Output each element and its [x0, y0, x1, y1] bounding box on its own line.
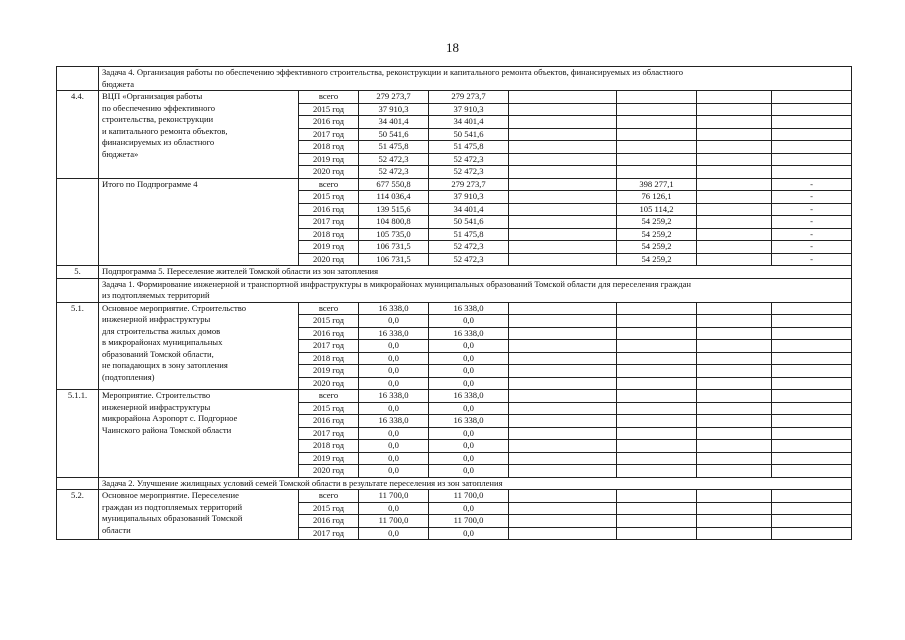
amount-cell [617, 490, 697, 503]
row-number [57, 477, 99, 490]
amount-cell [697, 153, 772, 166]
amount-cell: 50 541,6 [359, 128, 429, 141]
period-cell: 2020 год [299, 377, 359, 390]
amount-cell: 105 114,2 [617, 203, 697, 216]
amount-cell: - [772, 203, 852, 216]
amount-cell: 51 475,8 [429, 228, 509, 241]
amount-cell: - [772, 241, 852, 254]
amount-cell: 34 401,4 [429, 203, 509, 216]
amount-cell [509, 415, 617, 428]
amount-cell: 0,0 [359, 352, 429, 365]
budget-table [56, 66, 852, 540]
amount-cell [617, 128, 697, 141]
amount-cell: 0,0 [429, 377, 509, 390]
period-cell: 2015 год [299, 103, 359, 116]
table-row [57, 178, 852, 191]
amount-cell: 0,0 [429, 502, 509, 515]
period-cell: всего [299, 178, 359, 191]
amount-cell [772, 128, 852, 141]
amount-cell [772, 515, 852, 528]
amount-cell [697, 228, 772, 241]
row-number: 4.4. [57, 91, 99, 179]
period-cell: 2016 год [299, 203, 359, 216]
amount-cell [697, 465, 772, 478]
amount-cell [697, 452, 772, 465]
amount-cell [772, 302, 852, 315]
amount-cell: 0,0 [359, 427, 429, 440]
amount-cell [617, 390, 697, 403]
amount-cell: 0,0 [359, 527, 429, 540]
period-cell: 2018 год [299, 352, 359, 365]
amount-cell [697, 327, 772, 340]
amount-cell [772, 116, 852, 129]
amount-cell [617, 103, 697, 116]
amount-cell [697, 352, 772, 365]
amount-cell [697, 241, 772, 254]
amount-cell [617, 465, 697, 478]
row-number: 5. [57, 266, 99, 279]
amount-cell [509, 365, 617, 378]
amount-cell [617, 166, 697, 179]
amount-cell: 50 541,6 [429, 216, 509, 229]
period-cell: 2015 год [299, 315, 359, 328]
amount-cell [697, 141, 772, 154]
amount-cell [617, 340, 697, 353]
amount-cell: 114 036,4 [359, 191, 429, 204]
amount-cell [509, 502, 617, 515]
amount-cell: 52 472,3 [359, 153, 429, 166]
amount-cell [509, 377, 617, 390]
amount-cell: 279 273,7 [359, 91, 429, 104]
amount-cell [697, 253, 772, 266]
amount-cell [617, 377, 697, 390]
amount-cell [772, 340, 852, 353]
section-row [57, 67, 852, 91]
row-number [57, 67, 99, 91]
amount-cell: 52 472,3 [429, 253, 509, 266]
measure-description: Мероприятие. Строительство инженерной инфраструктуры микрорайона Аэропорт с. Подгорное Чаинского района Томской области [99, 390, 299, 478]
amount-cell: 16 338,0 [429, 327, 509, 340]
period-cell: 2018 год [299, 228, 359, 241]
amount-cell: 51 475,8 [359, 141, 429, 154]
section-heading: Подпрограмма 5. Переселение жителей Томской области из зон затопления [99, 266, 852, 279]
amount-cell [509, 440, 617, 453]
amount-cell [697, 527, 772, 540]
amount-cell: 16 338,0 [359, 327, 429, 340]
amount-cell [772, 91, 852, 104]
row-number: 5.1. [57, 302, 99, 390]
amount-cell: 76 126,1 [617, 191, 697, 204]
amount-cell [617, 502, 697, 515]
amount-cell [617, 302, 697, 315]
amount-cell [509, 103, 617, 116]
period-cell: 2019 год [299, 452, 359, 465]
amount-cell [772, 377, 852, 390]
amount-cell [697, 365, 772, 378]
section-row [57, 278, 852, 302]
amount-cell [697, 91, 772, 104]
amount-cell: 0,0 [429, 365, 509, 378]
amount-cell [697, 103, 772, 116]
period-cell: 2017 год [299, 128, 359, 141]
row-number [57, 278, 99, 302]
amount-cell [509, 390, 617, 403]
page-number: 18 [446, 40, 459, 55]
amount-cell [697, 427, 772, 440]
row-number [57, 178, 99, 266]
amount-cell: 0,0 [429, 527, 509, 540]
amount-cell: 104 800,8 [359, 216, 429, 229]
amount-cell: 279 273,7 [429, 178, 509, 191]
measure-description: Основное мероприятие. Строительство инженерной инфраструктуры для строительства жилых домов в микрорайонах муниципальных образований Томской области, не попадающих в зону затопления (подтопления) [99, 302, 299, 390]
amount-cell: 105 735,0 [359, 228, 429, 241]
amount-cell [697, 203, 772, 216]
amount-cell: 0,0 [429, 340, 509, 353]
amount-cell [509, 427, 617, 440]
amount-cell [617, 365, 697, 378]
amount-cell [617, 327, 697, 340]
section-heading: Задача 2. Улучшение жилищных условий семей Томской области в результате переселения из зон затопления [99, 477, 852, 490]
section-heading: Задача 1. Формирование инженерной и транспортной инфраструктуры в микрорайонах муниципальных образований Томской области для переселения граждан из подтопляемых территорий [99, 278, 852, 302]
amount-cell: 11 700,0 [429, 515, 509, 528]
amount-cell: 106 731,5 [359, 253, 429, 266]
amount-cell [697, 515, 772, 528]
amount-cell: 0,0 [429, 402, 509, 415]
amount-cell: 0,0 [429, 452, 509, 465]
period-cell: всего [299, 91, 359, 104]
amount-cell [509, 302, 617, 315]
amount-cell [697, 315, 772, 328]
amount-cell [772, 390, 852, 403]
amount-cell: 0,0 [429, 427, 509, 440]
amount-cell: 52 472,3 [429, 166, 509, 179]
amount-cell: 106 731,5 [359, 241, 429, 254]
amount-cell [772, 427, 852, 440]
amount-cell: 16 338,0 [429, 302, 509, 315]
amount-cell [697, 490, 772, 503]
amount-cell [697, 340, 772, 353]
amount-cell: 398 277,1 [617, 178, 697, 191]
amount-cell [617, 402, 697, 415]
amount-cell [509, 216, 617, 229]
amount-cell [617, 452, 697, 465]
period-cell: 2016 год [299, 327, 359, 340]
amount-cell: 16 338,0 [359, 415, 429, 428]
period-cell: 2019 год [299, 241, 359, 254]
amount-cell [509, 490, 617, 503]
amount-cell [697, 502, 772, 515]
amount-cell [509, 515, 617, 528]
amount-cell [617, 141, 697, 154]
period-cell: 2015 год [299, 191, 359, 204]
amount-cell [509, 352, 617, 365]
amount-cell [772, 452, 852, 465]
amount-cell: 0,0 [359, 315, 429, 328]
amount-cell: 0,0 [359, 452, 429, 465]
amount-cell [772, 103, 852, 116]
amount-cell [772, 402, 852, 415]
amount-cell [509, 527, 617, 540]
amount-cell: 52 472,3 [429, 241, 509, 254]
amount-cell [697, 440, 772, 453]
amount-cell [617, 427, 697, 440]
amount-cell [509, 203, 617, 216]
amount-cell [772, 490, 852, 503]
amount-cell [509, 452, 617, 465]
period-cell: 2015 год [299, 502, 359, 515]
amount-cell [697, 302, 772, 315]
amount-cell: 54 259,2 [617, 228, 697, 241]
period-cell: 2020 год [299, 253, 359, 266]
amount-cell: 37 910,3 [429, 103, 509, 116]
amount-cell: 11 700,0 [359, 490, 429, 503]
period-cell: 2019 год [299, 365, 359, 378]
amount-cell [772, 153, 852, 166]
amount-cell: 37 910,3 [359, 103, 429, 116]
amount-cell [772, 327, 852, 340]
amount-cell [772, 502, 852, 515]
amount-cell: 279 273,7 [429, 91, 509, 104]
amount-cell: - [772, 216, 852, 229]
amount-cell [617, 352, 697, 365]
amount-cell: 0,0 [359, 377, 429, 390]
amount-cell: 0,0 [429, 352, 509, 365]
amount-cell [509, 228, 617, 241]
table-row [57, 490, 852, 503]
amount-cell [617, 116, 697, 129]
amount-cell: 34 401,4 [429, 116, 509, 129]
period-cell: 2015 год [299, 402, 359, 415]
amount-cell: 677 550,8 [359, 178, 429, 191]
amount-cell: 11 700,0 [359, 515, 429, 528]
period-cell: 2020 год [299, 465, 359, 478]
amount-cell: - [772, 191, 852, 204]
amount-cell: 51 475,8 [429, 141, 509, 154]
row-number: 5.1.1. [57, 390, 99, 478]
amount-cell [509, 153, 617, 166]
amount-cell [509, 116, 617, 129]
amount-cell [509, 141, 617, 154]
amount-cell [509, 191, 617, 204]
amount-cell [617, 515, 697, 528]
amount-cell: 16 338,0 [429, 415, 509, 428]
amount-cell [772, 352, 852, 365]
period-cell: 2017 год [299, 527, 359, 540]
period-cell: 2017 год [299, 216, 359, 229]
amount-cell [697, 166, 772, 179]
period-cell: всего [299, 490, 359, 503]
amount-cell: 0,0 [429, 315, 509, 328]
amount-cell [509, 315, 617, 328]
amount-cell [772, 440, 852, 453]
measure-description: Основное мероприятие. Переселение граждан из подтопляемых территорий муниципальных образований Томской области [99, 490, 299, 540]
amount-cell: - [772, 228, 852, 241]
amount-cell [772, 141, 852, 154]
amount-cell: 16 338,0 [429, 390, 509, 403]
period-cell: 2017 год [299, 427, 359, 440]
period-cell: 2019 год [299, 153, 359, 166]
period-cell: 2016 год [299, 116, 359, 129]
amount-cell: 0,0 [359, 502, 429, 515]
amount-cell [697, 402, 772, 415]
amount-cell [509, 253, 617, 266]
period-cell: всего [299, 390, 359, 403]
amount-cell: 139 515,6 [359, 203, 429, 216]
measure-description: Итого по Подпрограмме 4 [99, 178, 299, 266]
amount-cell [509, 91, 617, 104]
section-row [57, 266, 852, 279]
section-heading: Задача 4. Организация работы по обеспечению эффективного строительства, реконструкции и капитального ремонта объектов, финансируемых из областного бюджета [99, 67, 852, 91]
amount-cell: 0,0 [359, 365, 429, 378]
amount-cell: 16 338,0 [359, 390, 429, 403]
period-cell: 2018 год [299, 440, 359, 453]
amount-cell [697, 178, 772, 191]
amount-cell: 54 259,2 [617, 216, 697, 229]
amount-cell: 11 700,0 [429, 490, 509, 503]
amount-cell [772, 315, 852, 328]
amount-cell [772, 415, 852, 428]
amount-cell [697, 116, 772, 129]
amount-cell [617, 153, 697, 166]
amount-cell: 50 541,6 [429, 128, 509, 141]
amount-cell: 0,0 [359, 440, 429, 453]
amount-cell: 54 259,2 [617, 241, 697, 254]
amount-cell [697, 390, 772, 403]
amount-cell: 0,0 [429, 465, 509, 478]
period-cell: 2016 год [299, 515, 359, 528]
amount-cell: 0,0 [359, 340, 429, 353]
period-cell: всего [299, 302, 359, 315]
amount-cell [509, 241, 617, 254]
amount-cell [509, 340, 617, 353]
amount-cell [509, 178, 617, 191]
amount-cell [509, 465, 617, 478]
amount-cell [697, 216, 772, 229]
amount-cell [509, 128, 617, 141]
amount-cell [697, 191, 772, 204]
amount-cell [617, 440, 697, 453]
amount-cell [509, 402, 617, 415]
period-cell: 2018 год [299, 141, 359, 154]
table-row [57, 390, 852, 403]
table-row [57, 91, 852, 104]
amount-cell: 52 472,3 [429, 153, 509, 166]
amount-cell [772, 465, 852, 478]
table-row [57, 302, 852, 315]
section-row [57, 477, 852, 490]
amount-cell [772, 166, 852, 179]
amount-cell [617, 415, 697, 428]
row-number: 5.2. [57, 490, 99, 540]
amount-cell: 34 401,4 [359, 116, 429, 129]
amount-cell: 54 259,2 [617, 253, 697, 266]
amount-cell: 0,0 [359, 402, 429, 415]
amount-cell [617, 315, 697, 328]
amount-cell: 16 338,0 [359, 302, 429, 315]
amount-cell [697, 377, 772, 390]
amount-cell [617, 91, 697, 104]
amount-cell: - [772, 178, 852, 191]
amount-cell [509, 327, 617, 340]
amount-cell: 0,0 [429, 440, 509, 453]
period-cell: 2020 год [299, 166, 359, 179]
period-cell: 2016 год [299, 415, 359, 428]
amount-cell [697, 128, 772, 141]
amount-cell: 52 472,3 [359, 166, 429, 179]
amount-cell [697, 415, 772, 428]
amount-cell: 0,0 [359, 465, 429, 478]
amount-cell [772, 365, 852, 378]
amount-cell: 37 910,3 [429, 191, 509, 204]
amount-cell [617, 527, 697, 540]
amount-cell [772, 527, 852, 540]
amount-cell: - [772, 253, 852, 266]
amount-cell [509, 166, 617, 179]
period-cell: 2017 год [299, 340, 359, 353]
measure-description: ВЦП «Организация работы по обеспечению эффективного строительства, реконструкции и капитального ремонта объектов, финансируемых из областного бюджета» [99, 91, 299, 179]
